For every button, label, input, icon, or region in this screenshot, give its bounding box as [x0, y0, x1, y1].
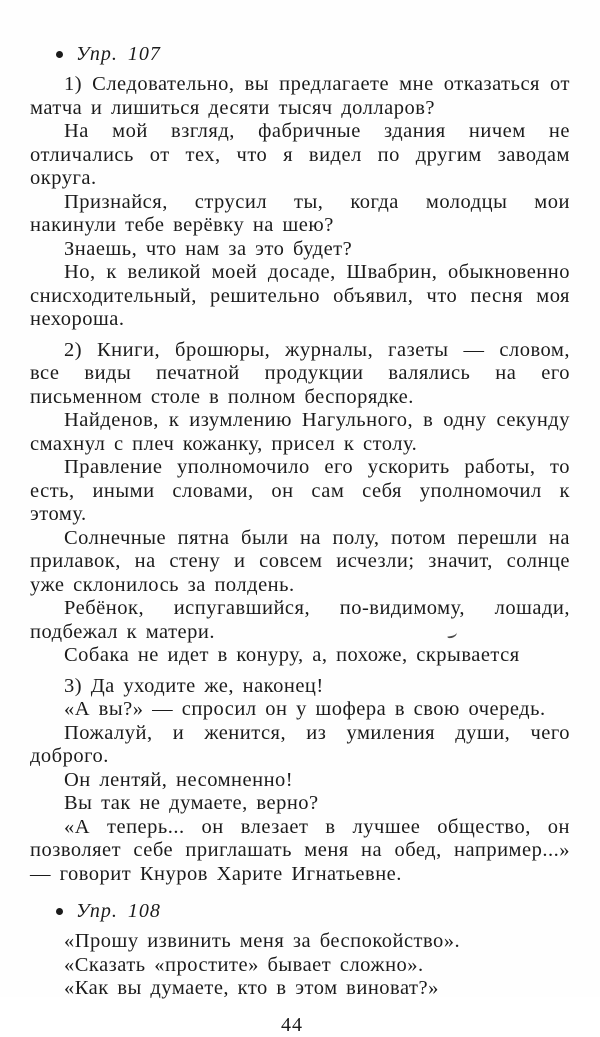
sentence-group — [30, 930, 570, 1001]
exercise-title: Упр. 107 — [76, 42, 161, 66]
sentence-paragraph: «Сказать «простите» бывает сложно». — [30, 954, 570, 978]
exercise-title: Упр. 108 — [76, 899, 161, 923]
sentence-paragraph: Солнечные пятна были на полу, потом перешли на прилавок, на стену и совсем исчезли; значит, солнце уже склонилось за полдень. — [30, 527, 570, 598]
page-content — [30, 42, 570, 1001]
exercise-block — [30, 42, 570, 886]
exercise-heading — [56, 899, 570, 923]
sentence-paragraph: Ребёнок, испугавшийся, по-видимому, лошади, подбежал к матери. — [30, 597, 570, 644]
sentence-paragraph: 3) Да уходите же, наконец! — [30, 675, 570, 699]
sentence-paragraph: «А теперь... он влезает в лучшее общество, он позволяет себе приглашать меня на обед, например...» — говорит Кнуров Харите Игнатьевне. — [30, 816, 570, 887]
sentence-paragraph: Признайся, струсил ты, когда молодцы мои накинули тебе верёвку на шею? — [30, 191, 570, 238]
sentence-paragraph: Вы так не думаете, верно? — [30, 792, 570, 816]
sentence-group — [30, 675, 570, 887]
page-number: 44 — [22, 1014, 562, 1037]
sentence-paragraph: Пожалуй, и женится, из умиления души, чего доброго. — [30, 722, 570, 769]
sentence-paragraph: Он лентяй, несомненно! — [30, 769, 570, 793]
sentence-paragraph: «А вы?» — спросил он у шофера в свою очередь. — [30, 698, 570, 722]
sentence-paragraph: 2) Книги, брошюры, журналы, газеты — словом, все виды печатной продукции валялись на его письменном столе в полном беспорядке. — [30, 339, 570, 410]
exercise-block — [30, 899, 570, 1001]
sentence-group — [30, 339, 570, 668]
sentence-paragraph: 1) Следовательно, вы предлагаете мне отказаться от матча и лишиться десяти тысяч долларов? — [30, 73, 570, 120]
sentence-paragraph: Собака не идет в конуру, а, похоже, скрывается — [30, 644, 570, 668]
sentence-paragraph: На мой взгляд, фабричные здания ничем не отличались от тех, что я видел по другим заводам округа. — [30, 120, 570, 191]
sentence-paragraph: Найденов, к изумлению Нагульного, в одну секунду смахнул с плеч кожанку, присел к столу. — [30, 409, 570, 456]
sentence-paragraph: Правление уполномочило его ускорить работы, то есть, иными словами, он сам себя уполномочил к этому. — [30, 456, 570, 527]
sentence-paragraph: Но, к великой моей досаде, Швабрин, обыкновенно снисходительный, решительно объявил, что песня моя нехороша. — [30, 261, 570, 332]
bullet-icon — [56, 908, 63, 915]
sentence-group — [30, 73, 570, 332]
sentence-paragraph: «Как вы думаете, кто в этом виноват?» — [30, 977, 570, 1001]
sentence-paragraph: «Прошу извинить меня за беспокойство». — [30, 930, 570, 954]
bullet-icon — [56, 51, 63, 58]
sentence-paragraph: Знаешь, что нам за это будет? — [30, 238, 570, 262]
exercise-heading — [56, 42, 570, 66]
